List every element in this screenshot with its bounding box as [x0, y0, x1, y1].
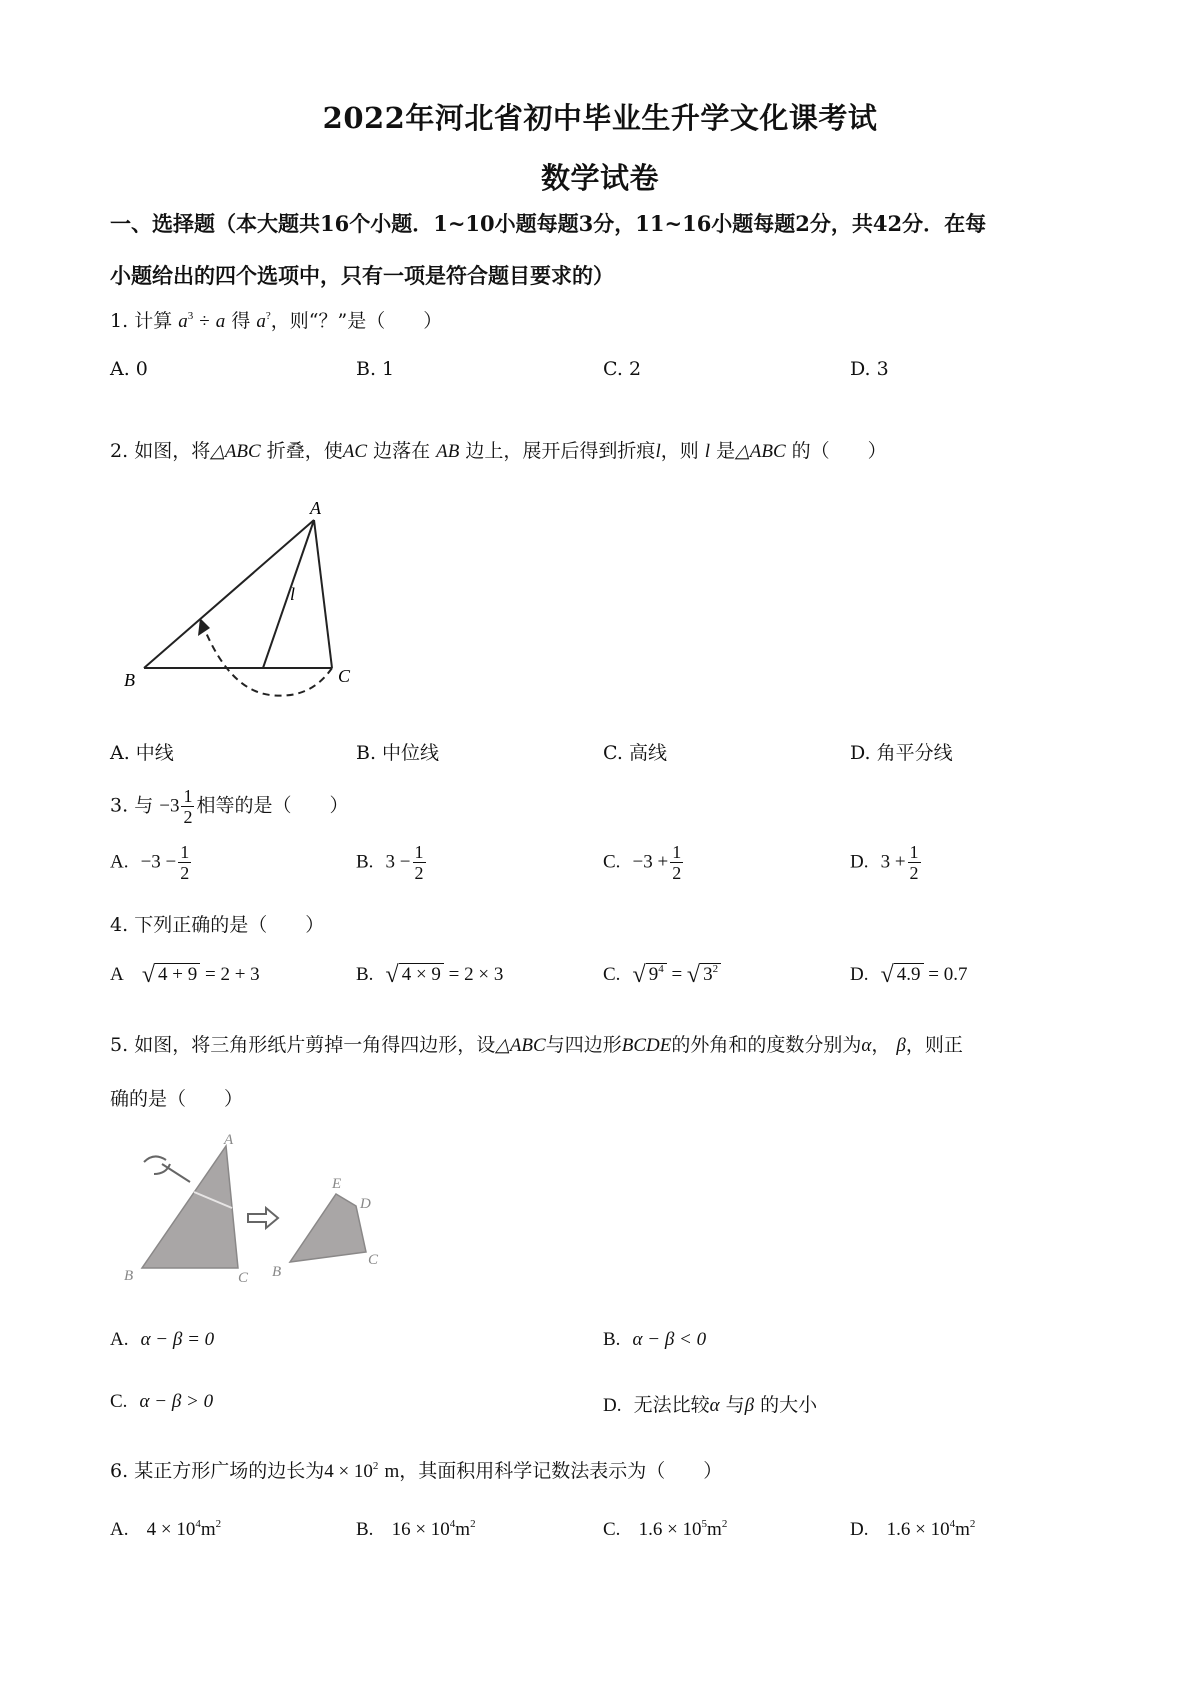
q5-d-beta: β [744, 1395, 755, 1416]
q5-label-c: C [238, 1270, 249, 1286]
q6-a-letter: A. [110, 1519, 129, 1540]
q5-label-c2: C [368, 1252, 379, 1268]
q2-triangle2: △ABC [735, 441, 786, 462]
q6-d-unit: m [955, 1519, 970, 1540]
q5-d-post: 的大小 [760, 1394, 818, 1416]
q6-c-unit: m [707, 1519, 722, 1540]
q2-l2: l [704, 441, 711, 462]
q5-triangle-shape [142, 1146, 238, 1268]
q3-c-letter: C. [603, 851, 621, 873]
q1-option-d[interactable]: D. 3 [850, 358, 889, 380]
q2-text-f: 是 [716, 440, 736, 462]
q4-d-radicand: 4.9 [894, 963, 924, 985]
q3-d-lead: 3 + [880, 851, 906, 873]
q5-label-e: E [332, 1176, 342, 1192]
q2-fold-arc [204, 628, 332, 696]
q6-a-coef: 4 × 10 [146, 1519, 196, 1540]
q2-side-ac [314, 520, 332, 668]
q6-side-exp: 2 [372, 1460, 379, 1472]
q1-div: ÷ [199, 311, 210, 332]
q6-b-exp: 4 [449, 1518, 456, 1530]
q5-option-b[interactable] [603, 1328, 706, 1351]
q4-c-letter: C. [603, 964, 621, 985]
q6-d-coef: 1.6 × 10 [886, 1519, 950, 1540]
q6-c-uexp: 2 [721, 1518, 728, 1530]
q6-option-b[interactable] [356, 1518, 476, 1541]
exam-title: 2022年河北省初中毕业生升学文化课考试 [322, 101, 878, 135]
q1-res-exp: ? [265, 310, 271, 322]
q5-a-letter: A. [110, 1329, 129, 1350]
q6-a-exp: 4 [195, 1518, 201, 1530]
q5-alpha: α [861, 1035, 872, 1056]
q2-text-d: 边上，展开后得到折痕 [465, 440, 656, 462]
q5-text-d: ，则正 [905, 1034, 963, 1056]
q1-option-a[interactable]: A. 0 [110, 358, 148, 380]
q3-d-frac [908, 842, 921, 883]
q4-option-a[interactable] [110, 962, 260, 989]
q2-label-c: C [338, 666, 351, 686]
q5-d-alpha: α [709, 1395, 720, 1416]
q2-text-c: 边落在 [373, 440, 431, 462]
q6-c-coef: 1.6 × 10 [638, 1519, 702, 1540]
q6-post: ，其面积用科学记数法表示为（ ） [399, 1460, 723, 1482]
q5-label-d: D [360, 1196, 371, 1212]
q4-c-eq: = [666, 964, 687, 985]
q3-option-d[interactable] [850, 842, 923, 883]
q2-text-b: 折叠，使 [266, 440, 343, 462]
q4-c-sqrt-left: √ $9^4$ [633, 962, 667, 989]
q6-number: 6. [110, 1460, 129, 1482]
q2-option-d[interactable]: D. 角平分线 [850, 742, 953, 764]
q5-label-b2: B [272, 1264, 282, 1280]
q2-text-a: 如图，将 [134, 440, 211, 462]
q6-c-letter: C. [603, 1519, 621, 1540]
q1-a: a [215, 311, 226, 332]
question-4 [110, 910, 324, 937]
q2-option-b[interactable]: B. 中位线 [356, 742, 440, 764]
q4-d-letter: D. [850, 964, 869, 985]
question-1 [110, 306, 442, 333]
q2-label-b: B [124, 670, 135, 690]
q3-a-lead: −3 − [140, 851, 177, 873]
q6-b-uexp: 2 [470, 1518, 476, 1530]
q4-a-sqrt: √ 4 + 9 [142, 962, 200, 989]
q2-option-a[interactable]: A. 中线 [110, 742, 174, 764]
q5-d-pre: 无法比较 [633, 1394, 710, 1416]
q4-b-rhs: = 2 × 3 [443, 964, 504, 985]
q3-c-den: 2 [672, 863, 682, 883]
q6-c-exp: 5 [701, 1518, 708, 1530]
q5-quadrilateral-shape [290, 1194, 366, 1262]
q4-c-sqrt-right: √ $3^2$ [687, 962, 721, 989]
q6-option-a[interactable] [110, 1518, 221, 1541]
q2-ab: AB [436, 441, 460, 462]
q5-quad: BCDE [621, 1035, 672, 1056]
q3-b-lead: 3 − [385, 851, 411, 873]
q5-number: 5. [110, 1034, 129, 1056]
q5-a-expr: α − β = 0 [140, 1329, 215, 1350]
question-2 [110, 436, 887, 463]
question-6 [110, 1456, 722, 1483]
q3-post: 相等的是（ ） [196, 794, 349, 817]
q5-d-letter: D. [603, 1395, 622, 1416]
q4-a-radicand: 4 + 9 [155, 963, 200, 985]
q3-b-den: 2 [414, 863, 424, 883]
q6-b-unit: m [455, 1519, 471, 1540]
q4-text: 下列正确的是（ ） [134, 914, 325, 936]
q4-a-letter: A [110, 964, 124, 985]
q2-label-l: l [290, 584, 296, 604]
q2-arrow-head-icon [198, 618, 210, 636]
q3-option-c[interactable] [603, 842, 685, 883]
q6-option-d[interactable] [850, 1518, 975, 1541]
q3-a-den: 2 [180, 863, 190, 883]
q1-base: a [178, 311, 188, 332]
q3-b-letter: B. [356, 851, 374, 873]
q2-text-e: ，则 [660, 440, 699, 462]
scissors-icon [144, 1156, 190, 1182]
q3-d-num: 1 [909, 842, 919, 862]
q4-d-sqrt: √ 4.9 [881, 962, 924, 989]
q3-a-num: 1 [180, 842, 190, 862]
q6-d-exp: 4 [949, 1518, 956, 1530]
q3-frac-den: 2 [183, 807, 193, 827]
q6-side: 4 × 10 [324, 1461, 373, 1482]
q2-text-g: 的（ ） [791, 440, 887, 462]
q3-c-num: 1 [672, 842, 682, 862]
q3-frac-num: 1 [183, 786, 193, 806]
q3-number: 3. [110, 794, 129, 817]
q5-triangle: △ABC [495, 1035, 546, 1056]
q2-figure [120, 500, 380, 700]
q5-c-expr: α − β > 0 [139, 1391, 214, 1412]
q4-d-rhs: = 0.7 [923, 964, 968, 985]
question-5-line2: 确的是（ ） [110, 1088, 244, 1110]
section-heading-line1: 一、选择题（本大题共16个小题．1~10小题每题3分，11~16小题每题2分，共42分．在每 [110, 211, 987, 236]
q5-b-expr: α − β < 0 [632, 1329, 707, 1350]
q5-b-letter: B. [603, 1329, 621, 1350]
q3-a-letter: A. [110, 851, 129, 873]
q3-option-a[interactable] [110, 842, 193, 883]
q4-c-exp: 4 [658, 963, 664, 975]
q1-exp: 3 [187, 310, 194, 322]
question-3 [110, 786, 348, 827]
q3-a-frac [178, 842, 191, 883]
q4-b-radicand: 4 × 9 [399, 963, 444, 985]
q5-comma: ， [871, 1034, 891, 1056]
q3-fraction [181, 786, 194, 827]
q5-beta: β [896, 1035, 906, 1056]
q4-c-rhs-exp: 2 [712, 963, 719, 975]
q4-c-rhs-base: 3 [703, 964, 713, 985]
q6-a-unit: m [200, 1519, 216, 1540]
q5-text-a: 如图，将三角形纸片剪掉一角得四边形，设 [134, 1034, 496, 1056]
q5-label-b: B [124, 1268, 134, 1284]
question-5-line1 [110, 1030, 963, 1057]
q4-b-letter: B. [356, 964, 374, 985]
q2-option-c[interactable]: C. 高线 [603, 742, 667, 764]
q3-c-frac [670, 842, 683, 883]
q4-a-rhs: = 2 + 3 [200, 964, 260, 985]
q4-c-base: 9 [648, 964, 659, 985]
exam-subtitle: 数学试卷 [540, 161, 659, 195]
q4-option-c[interactable] [603, 962, 721, 989]
q1-pre: 计算 [134, 310, 173, 332]
q6-a-uexp: 2 [215, 1518, 222, 1530]
q3-c-lead: −3 + [632, 851, 669, 873]
q3-whole: −3 [159, 795, 180, 817]
q3-d-den: 2 [909, 863, 919, 883]
q1-option-b[interactable]: B. 1 [356, 358, 395, 380]
q6-b-letter: B. [356, 1519, 374, 1540]
q5-figure [120, 1130, 420, 1300]
q5-text-c: 的外角和的度数分别为 [671, 1034, 862, 1056]
section-heading [110, 198, 1110, 302]
q5-option-c[interactable] [110, 1390, 213, 1413]
q6-option-c[interactable] [603, 1518, 727, 1541]
q6-b-coef: 16 × 10 [391, 1519, 450, 1540]
q6-unit: m [384, 1461, 400, 1482]
q2-label-a: A [310, 500, 321, 518]
q1-post: ，则“？”是（ ） [270, 310, 443, 332]
q4-option-b[interactable] [356, 962, 503, 989]
q3-option-b[interactable] [356, 842, 428, 883]
q5-option-d[interactable] [603, 1390, 817, 1417]
q5-text-b: 与四边形 [545, 1034, 622, 1056]
q5-d-mid: 与 [725, 1394, 745, 1416]
q1-mid: 得 [231, 310, 251, 332]
q2-ac: AC [342, 441, 368, 462]
q2-number: 2. [110, 440, 129, 462]
q6-d-uexp: 2 [969, 1518, 976, 1530]
q5-label-a: A [224, 1132, 234, 1148]
section-heading-line2: 小题给出的四个选项中，只有一项是符合题目要求的） [110, 263, 614, 288]
q6-d-letter: D. [850, 1519, 869, 1540]
q3-d-letter: D. [850, 851, 869, 873]
q4-option-d[interactable] [850, 962, 967, 989]
q1-number: 1. [110, 310, 129, 332]
q1-option-c[interactable]: C. 2 [603, 358, 642, 380]
q3-b-num: 1 [414, 842, 424, 862]
q2-l: l [655, 441, 661, 462]
q5-option-a[interactable] [110, 1328, 214, 1351]
q3-b-frac [413, 842, 426, 883]
q6-pre: 某正方形广场的边长为 [134, 1460, 325, 1482]
q4-b-sqrt: √ 4 × 9 [386, 962, 444, 989]
q2-triangle: △ABC [210, 441, 261, 462]
q4-number: 4. [110, 914, 129, 936]
right-arrow-icon [248, 1208, 278, 1228]
q3-pre: 与 [134, 794, 154, 817]
q1-res-base: a [256, 311, 266, 332]
q5-c-letter: C. [110, 1391, 128, 1412]
